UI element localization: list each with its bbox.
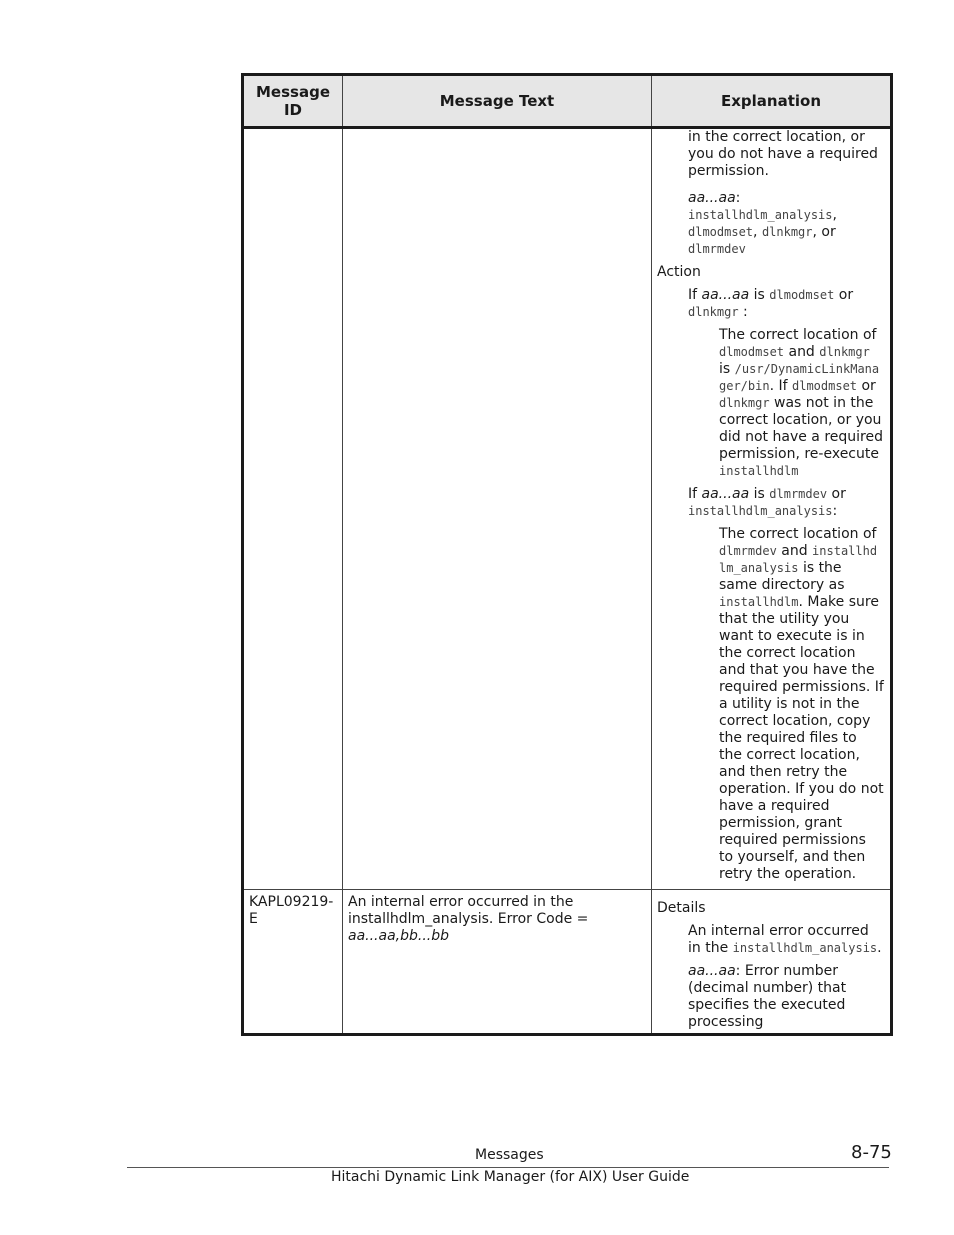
footer-guide-title: Hitachi Dynamic Link Manager (for AIX) User Guide [331,1169,690,1185]
footer-divider [127,1167,889,1168]
table-header-row [243,75,892,128]
explanation-cell [652,128,892,890]
header-message-id: Message ID [243,75,343,128]
message-text-cell [343,128,652,890]
action-text-2: The correct location of dlmrmdev and installhdlm_analysis is the same directory as installhdlm. Make sure that the utility you want to execute is in the correct location and that you have the required permissions. If a utility is not in the correct location, copy the required files to the correct location, and then retry the operation. If you do not have a required permission, grant required permissions to yourself, and then retry the operation. [719,526,884,882]
table-row [243,890,892,1035]
message-text-cell: An internal error occurred in the installhdlm_analysis. Error Code = aa...aa,bb...bb [343,890,652,1035]
if-condition-1: If aa...aa is dlmodmset or dlnkmgr : [688,287,854,320]
if-condition-2: If aa...aa is dlmrmdev or installhdlm_analysis: [688,486,846,519]
messages-table [241,73,893,1036]
action-text-1: The correct location of dlmodmset and dlnkmgr is /usr/DynamicLinkManager/bin. If dlmodmset or dlnkmgr was not in the correct location, or you did not have a required permission, re-execute installhdlm [719,327,883,478]
table-row [243,128,892,890]
message-id-cell: KAPL09219-E [243,890,343,1035]
details-text-1: An internal error occurred in the installhdlm_analysis. [688,923,882,956]
header-explanation: Explanation [652,75,892,128]
message-id-cell [243,128,343,890]
aa-values: aa...aa: installhdlm_analysis, dlmodmset, dlnkmgr, or dlmrmdev [688,190,837,256]
details-text-2: aa...aa: Error number (decimal number) that specifies the executed processing [688,963,847,1030]
footer-page-number: 8-75 [851,1142,892,1163]
header-message-text: Message Text [343,75,652,128]
footer-section-title: Messages [475,1147,544,1163]
action-heading: Action [657,264,701,280]
details-heading: Details [657,900,706,916]
continued-text: in the correct location, or you do not have a required permission. [688,129,878,179]
explanation-cell [652,890,892,1035]
